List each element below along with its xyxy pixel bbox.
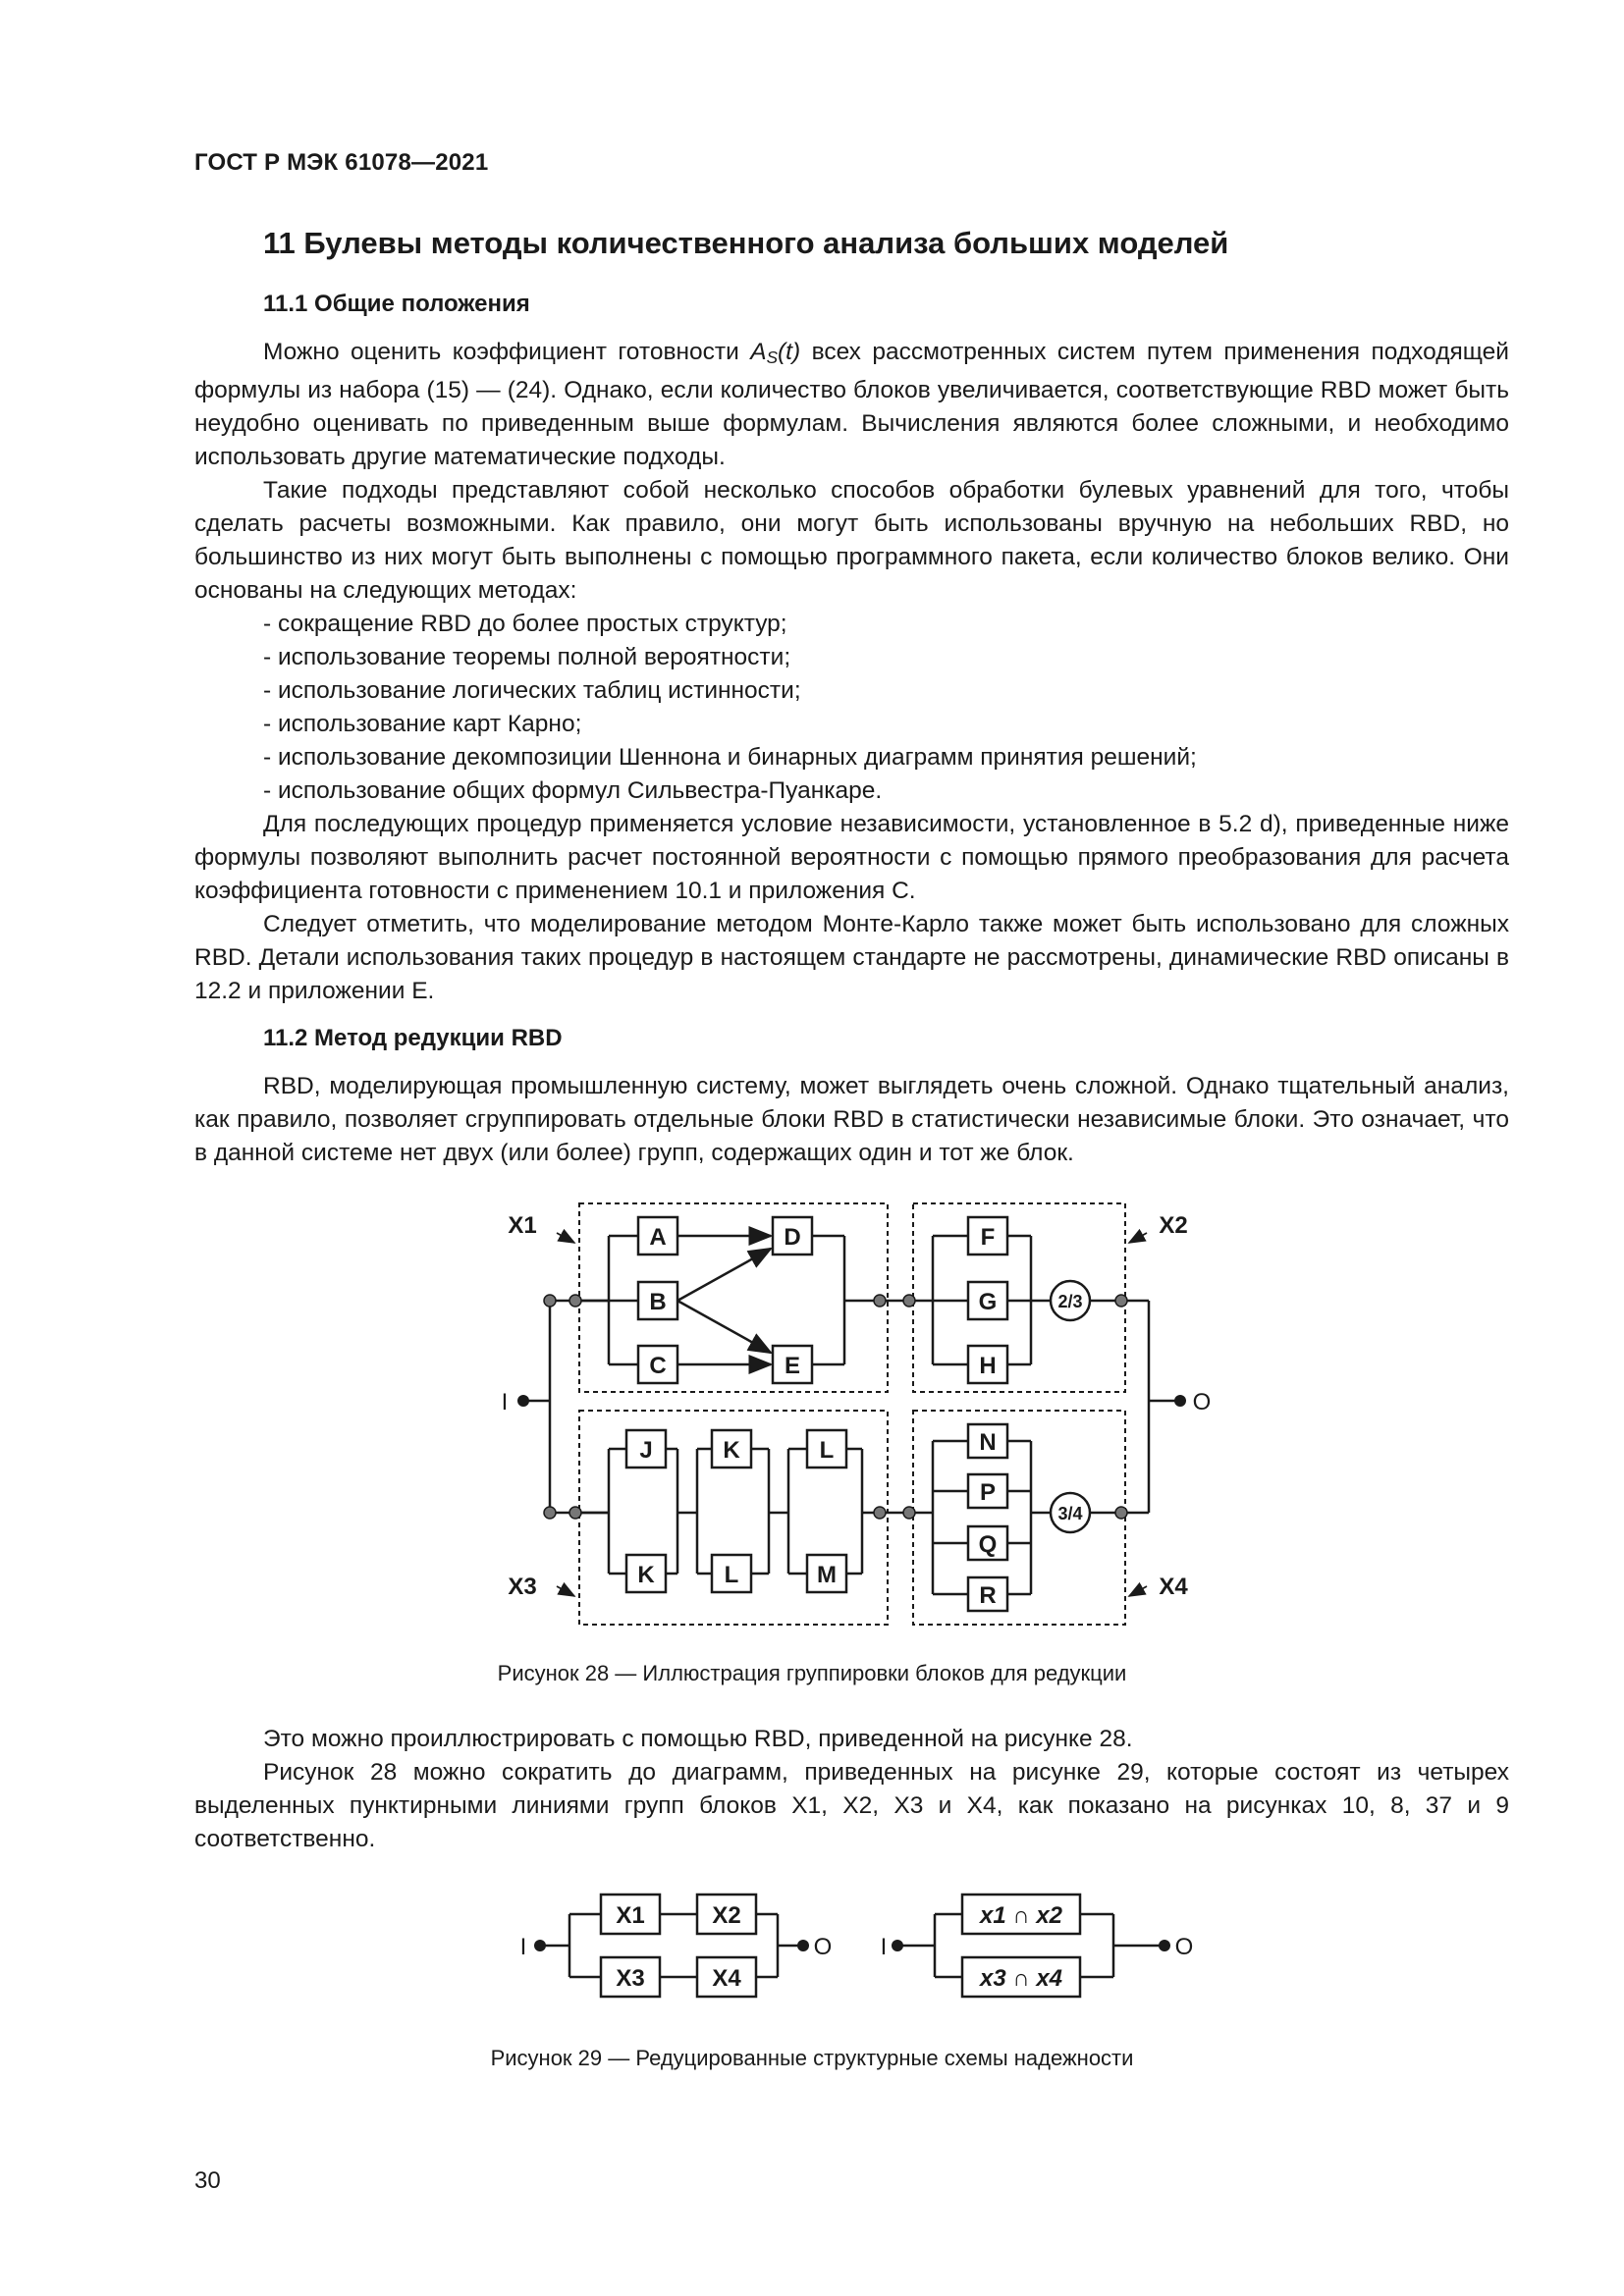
label-right-input: I <box>880 1934 888 1960</box>
label-a: A <box>649 1224 667 1251</box>
figure-28-caption: Рисунок 28 — Иллюстрация группировки блоков для редукции <box>497 1661 1127 1685</box>
list-item: - использование декомпозиции Шеннона и бинарных диаграмм принятия решений; <box>263 744 1197 771</box>
list-item: - использование общих формул Сильвестра-Пуанкаре. <box>263 777 883 804</box>
paragraph: RBD, моделирующая промышленную систему, может выглядеть очень сложной. Однако тщательный анализ, как правило, позволяет сгруппировать отдельные блоки RBD в статистически независимые блоки. Это означает, что в данной системе нет двух (или более) групп, содержащих один и тот же блок. <box>194 1073 1509 1166</box>
text-block-after-fig28 <box>194 1723 1509 1856</box>
label-j: J <box>639 1437 653 1464</box>
figure-29-caption: Рисунок 29 — Редуцированные структурные схемы надежности <box>490 2046 1134 2070</box>
list-item: - сокращение RBD до более простых структур; <box>263 611 787 637</box>
subsection-title-11-2: 11.2 Метод редукции RBD <box>263 1025 563 1051</box>
label-c: C <box>649 1353 667 1379</box>
paragraph: Можно оценить коэффициент готовности $A_S(t)$ всех рассмотренных систем путем применения подходящей формулы из набора (15) — (24). Однако, если количество блоков увеличивается, соответствующие RBD может быть неудобно оценивать по приведенным выше формулам. Вычисления являются более сложными, и необходимо использовать другие математические подходы. <box>194 339 1509 470</box>
label-g: G <box>978 1289 998 1315</box>
label-f: F <box>980 1224 996 1251</box>
availability-symbol: $A_S$ <box>750 339 779 367</box>
subsection-title-11-1: 11.1 Общие положения <box>263 291 530 317</box>
label-x3: X3 <box>616 1965 645 1992</box>
label-k-bottom: K <box>637 1562 655 1588</box>
label-l-bottom: L <box>724 1562 739 1588</box>
label-d: D <box>784 1224 801 1251</box>
label-x3-and-x4: x3 ∩ x4 <box>979 1965 1063 1992</box>
label-left-output: O <box>813 1934 833 1960</box>
label-right-output: O <box>1174 1934 1194 1960</box>
label-e: E <box>784 1353 801 1379</box>
figure-29-reduced-rbd <box>0 1865 1624 2022</box>
label-vote-2of3: 2/3 <box>1057 1292 1083 1311</box>
label-p: P <box>979 1479 997 1506</box>
label-group-x1: X1 <box>508 1212 537 1239</box>
label-n: N <box>979 1429 997 1456</box>
label-l-top: L <box>819 1437 835 1464</box>
label-m: M <box>817 1562 837 1588</box>
label-group-x2: X2 <box>1159 1212 1188 1239</box>
list-item: - использование теоремы полной вероятности; <box>263 644 791 670</box>
label-left-input: I <box>519 1934 527 1960</box>
label-h: H <box>979 1353 997 1379</box>
page-number: 30 <box>194 2167 221 2194</box>
paragraph: Следует отметить, что моделирование методом Монте-Карло также может быть использовано для сложных RBD. Детали использования таких процедур в настоящем стандарте не рассмотрены, динамические RBD описаны в 12.2 и приложении Е. <box>194 911 1509 1004</box>
label-group-x3: X3 <box>508 1574 537 1600</box>
label-x1: X1 <box>616 1902 645 1929</box>
label-k-top: K <box>723 1437 740 1464</box>
paragraph: Для последующих процедур применяется условие независимости, установленное в 5.2 d), приведенные ниже формулы позволяют выполнить расчет постоянной вероятности с помощью прямого преобразования для расчета коэффициента готовности с применением 10.1 и приложения С. <box>194 811 1509 904</box>
label-x4: X4 <box>712 1965 741 1992</box>
label-group-x4: X4 <box>1159 1574 1188 1600</box>
paragraph: Это можно проиллюстрировать с помощью RBD, приведенной на рисунке 28. <box>263 1726 1133 1752</box>
document-header: ГОСТ Р МЭК 61078—2021 <box>194 149 489 176</box>
label-q: Q <box>978 1531 998 1558</box>
label-vote-3of4: 3/4 <box>1057 1504 1083 1523</box>
section-title: 11 Булевы методы количественного анализа больших моделей <box>263 226 1229 260</box>
label-input: I <box>501 1389 509 1415</box>
group-x4-box <box>913 1411 1125 1625</box>
label-output: O <box>1192 1389 1212 1415</box>
list-item: - использование логических таблиц истинности; <box>263 677 801 704</box>
paragraph: Рисунок 28 можно сократить до диаграмм, приведенных на рисунке 29, которые состоят из четырех выделенных пунктирными линиями групп блоков X1, X2, X3 и X4, как показано на рисунках 10, 8, 37 и 9 соответственно. <box>194 1759 1509 1852</box>
paragraph: Такие подходы представляют собой несколько способов обработки булевых уравнений для того, чтобы сделать расчеты возможными. Как правило, они могут быть использованы вручную на небольших RBD, но большинство из них могут быть выполнены с помощью программного пакета, если количество блоков велико. Они основаны на следующих методах: <box>194 477 1509 604</box>
list-item: - использование карт Карно; <box>263 711 582 737</box>
label-x2: X2 <box>712 1902 741 1929</box>
label-b: B <box>649 1289 667 1315</box>
label-x1-and-x2: x1 ∩ x2 <box>979 1902 1063 1929</box>
label-r: R <box>979 1582 997 1609</box>
